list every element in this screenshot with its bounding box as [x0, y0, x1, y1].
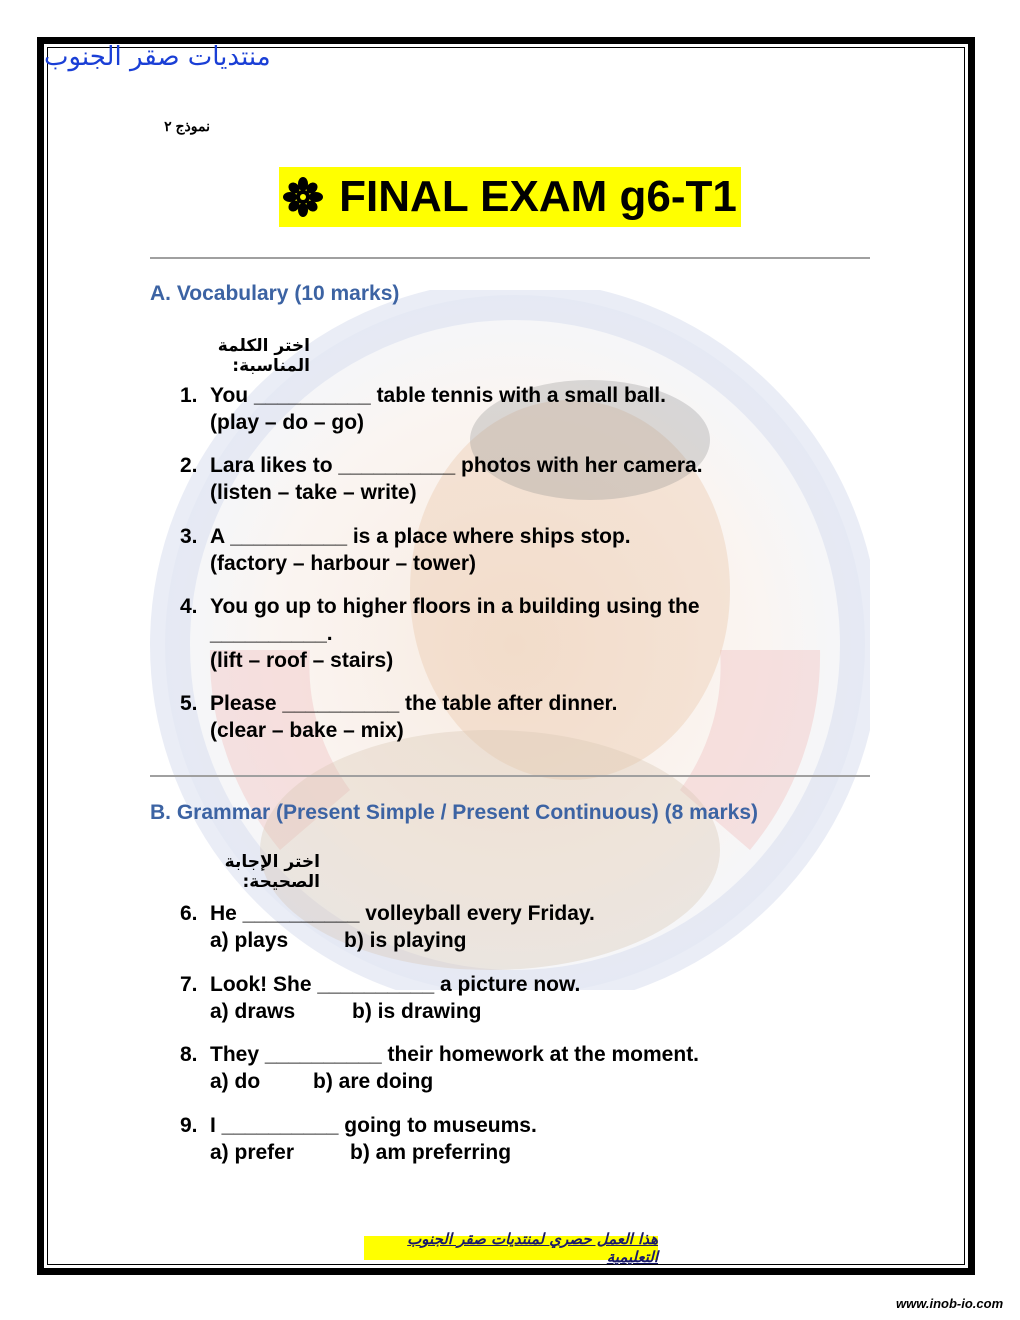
- flower-icon: [283, 177, 323, 217]
- divider: [150, 257, 870, 259]
- divider: [150, 775, 870, 777]
- exam-title: FINAL EXAM g6-T1: [339, 172, 737, 221]
- model-label: نموذج ٢: [164, 118, 210, 134]
- section-a-heading: A. Vocabulary (10 marks): [150, 282, 400, 305]
- section-a-instruction: اختر الكلمة المناسبة:: [217, 336, 310, 376]
- section-b-instruction: اختر الإجابة الصحيحة:: [224, 852, 320, 892]
- forum-watermark-text: منتديات صقر الجنوب: [44, 42, 271, 72]
- exclusive-footer-note: هذا العمل حصري لمنتديات صقر الجنوب التعليمية: [364, 1236, 658, 1260]
- section-b-heading: B. Grammar (Present Simple / Present Continuous) (8 marks): [150, 801, 758, 824]
- site-url[interactable]: www.inob-io.com: [896, 1296, 1004, 1311]
- exam-title-banner: [279, 167, 741, 227]
